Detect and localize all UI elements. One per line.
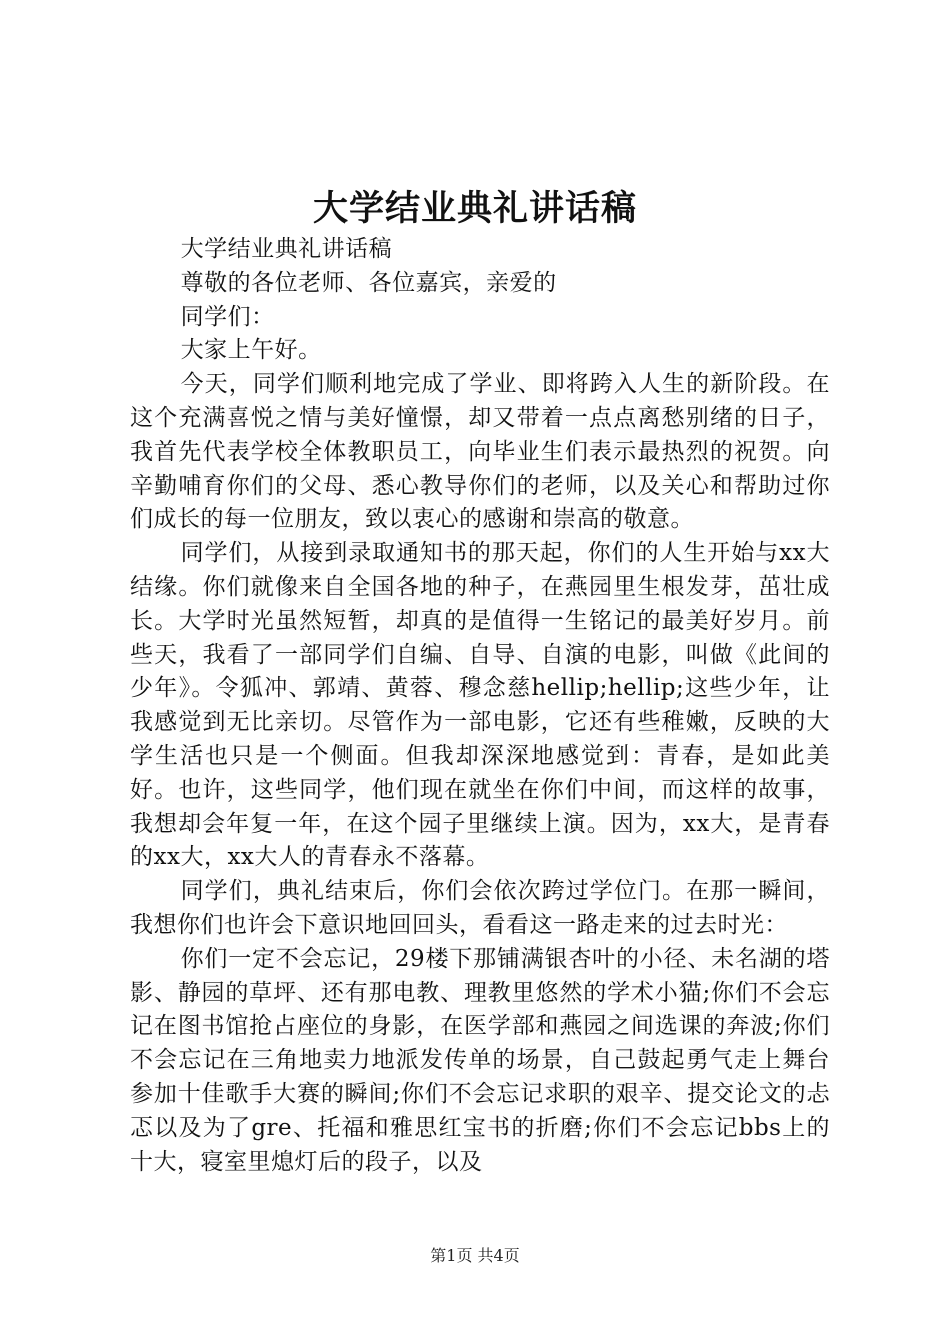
page-number-footer: 第1页 共4页 [430,1246,520,1265]
document-title: 大学结业典礼讲话稿 [312,188,637,229]
paragraph: 今天，同学们顺利地完成了学业、即将跨入人生的新阶段。在这个充满喜悦之情与美好憧憬，却又带着一点点离愁别绪的日子，我首先代表学校全体教职员工，向毕业生们表示最热烈的祝贺。向辛勤哺育你们的父母、悉心教导你们的老师，以及关心和帮助过你们成长的每一位朋友，致以衷心的感谢和崇高的敬意。 [130,371,830,533]
paragraph: 大学结业典礼讲话稿 [180,236,393,262]
paragraph: 大家上午好。 [180,337,322,364]
paragraph: 同学们，典礼结束后，你们会依次跨过学位门。在那一瞬间，我想你们也许会下意识地回回头，看看这一路走来的过去时光： [130,878,830,938]
paragraph: 你们一定不会忘记，29楼下那铺满银杏叶的小径、未名湖的塔影、静园的草坪、还有那电教、理教里悠然的学术小猫;你们不会忘记在图书馆抢占座位的身影，在医学部和燕园之间选课的奔波;你们不会忘记在三角地卖力地派发传单的场景，自己鼓起勇气走上舞台参加十佳歌手大赛的瞬间;你们不会忘记求职的艰辛、提交论文的忐忑以及为了gre、托福和雅思红宝书的折磨;你们不会忘记bbs上的十大，寝室里熄灯后的段子，以及 [130,945,830,1175]
paragraph: 尊敬的各位老师、各位嘉宾，亲爱的 [180,269,557,296]
paragraph: 同学们： [180,303,275,330]
document-body [130,233,830,1179]
paragraph: 同学们，从接到录取通知书的那天起，你们的人生开始与xx大结缘。你们就像来自全国各地的种子，在燕园里生根发芽，茁壮成长。大学时光虽然短暂，却真的是值得一生铭记的最美好岁月。前些天，我看了一部同学们自编、自导、自演的电影，叫做《此间的少年》。令狐冲、郭靖、黄蓉、穆念慈hellip;hellip;这些少年，让我感觉到无比亲切。尽管作为一部电影，它还有些稚嫩，反映的大学生活也只是一个侧面。但我却深深地感觉到：青春，是如此美好。也许，这些同学，他们现在就坐在你们中间，而这样的故事，我想却会年复一年，在这个园子里继续上演。因为，xx大，是青春的xx大，xx大人的青春永不落幕。 [130,540,830,871]
